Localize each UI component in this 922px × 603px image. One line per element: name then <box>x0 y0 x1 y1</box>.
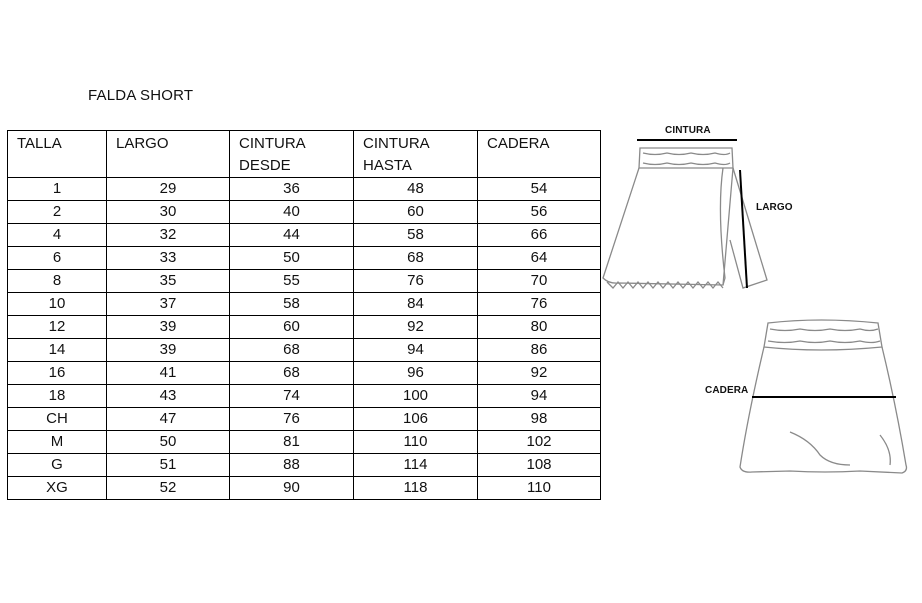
cell-cintura-desde: 50 <box>230 247 354 270</box>
table-row <box>8 431 601 454</box>
back-side-seam <box>880 435 890 465</box>
cell-largo: 52 <box>107 477 230 500</box>
cell-cintura-desde: 88 <box>230 454 354 477</box>
cell-cadera: 86 <box>478 339 601 362</box>
cell-cintura-desde: 90 <box>230 477 354 500</box>
cell-cadera: 64 <box>478 247 601 270</box>
cell-cintura-desde: 68 <box>230 362 354 385</box>
cell-cintura-hasta: 60 <box>354 201 478 224</box>
cell-largo: 35 <box>107 270 230 293</box>
cell-cintura-hasta: 96 <box>354 362 478 385</box>
table-row <box>8 178 601 201</box>
cell-talla: 18 <box>8 385 107 408</box>
header-largo: LARGO <box>107 131 230 178</box>
cell-cintura-hasta: 114 <box>354 454 478 477</box>
back-waistband-ribs <box>768 329 880 343</box>
cell-talla: 1 <box>8 178 107 201</box>
cell-cadera: 56 <box>478 201 601 224</box>
cell-largo: 33 <box>107 247 230 270</box>
front-skirt-body <box>603 168 733 285</box>
cell-cadera: 98 <box>478 408 601 431</box>
table-row <box>8 477 601 500</box>
table-row <box>8 201 601 224</box>
skirt-back-diagram <box>730 315 915 485</box>
cell-cintura-desde: 58 <box>230 293 354 316</box>
table-row <box>8 454 601 477</box>
cell-cintura-hasta: 100 <box>354 385 478 408</box>
cell-talla: 4 <box>8 224 107 247</box>
cell-largo: 47 <box>107 408 230 431</box>
cell-cintura-hasta: 94 <box>354 339 478 362</box>
cell-largo: 30 <box>107 201 230 224</box>
table-row <box>8 339 601 362</box>
length-label: LARGO <box>756 202 793 213</box>
hip-label: CADERA <box>705 385 749 396</box>
cell-cintura-hasta: 84 <box>354 293 478 316</box>
cell-cintura-desde: 81 <box>230 431 354 454</box>
waist-label: CINTURA <box>665 125 711 136</box>
cell-talla: 12 <box>8 316 107 339</box>
table-body <box>8 178 601 500</box>
cell-cintura-desde: 44 <box>230 224 354 247</box>
table-row <box>8 316 601 339</box>
table-row <box>8 408 601 431</box>
header-talla: TALLA <box>8 131 107 178</box>
size-table <box>7 130 601 500</box>
cell-cadera: 108 <box>478 454 601 477</box>
cell-largo: 32 <box>107 224 230 247</box>
front-waistband-ribs <box>643 153 730 165</box>
cell-largo: 37 <box>107 293 230 316</box>
table-row <box>8 385 601 408</box>
back-inner-fold <box>790 432 850 465</box>
cell-talla: 16 <box>8 362 107 385</box>
cell-talla: CH <box>8 408 107 431</box>
cell-cintura-hasta: 76 <box>354 270 478 293</box>
header-cintura-desde: CINTURA DESDE <box>230 131 354 178</box>
cell-cintura-desde: 76 <box>230 408 354 431</box>
cell-cintura-desde: 68 <box>230 339 354 362</box>
back-waistband-shape <box>764 320 882 350</box>
cell-cintura-desde: 36 <box>230 178 354 201</box>
cell-cintura-hasta: 48 <box>354 178 478 201</box>
cell-cintura-hasta: 110 <box>354 431 478 454</box>
cell-cadera: 102 <box>478 431 601 454</box>
table-row <box>8 293 601 316</box>
header-cadera: CADERA <box>478 131 601 178</box>
back-skirt-body <box>740 347 907 473</box>
cell-cintura-desde: 60 <box>230 316 354 339</box>
table-header-row <box>8 131 601 178</box>
cell-largo: 41 <box>107 362 230 385</box>
cell-cintura-hasta: 118 <box>354 477 478 500</box>
cell-cadera: 110 <box>478 477 601 500</box>
cell-cintura-hasta: 68 <box>354 247 478 270</box>
table-row <box>8 362 601 385</box>
cell-largo: 51 <box>107 454 230 477</box>
table-row <box>8 270 601 293</box>
cell-largo: 50 <box>107 431 230 454</box>
cell-talla: 8 <box>8 270 107 293</box>
cell-cintura-hasta: 58 <box>354 224 478 247</box>
cell-largo: 39 <box>107 339 230 362</box>
header-cintura-hasta: CINTURA HASTA <box>354 131 478 178</box>
cell-largo: 39 <box>107 316 230 339</box>
cell-cadera: 76 <box>478 293 601 316</box>
cell-talla: M <box>8 431 107 454</box>
length-measure-line <box>740 170 747 288</box>
cell-talla: 10 <box>8 293 107 316</box>
cell-cintura-desde: 40 <box>230 201 354 224</box>
table-row <box>8 224 601 247</box>
cell-cadera: 94 <box>478 385 601 408</box>
page-title: FALDA SHORT <box>88 87 194 104</box>
cell-talla: G <box>8 454 107 477</box>
table-row <box>8 247 601 270</box>
cell-talla: XG <box>8 477 107 500</box>
cell-largo: 29 <box>107 178 230 201</box>
cell-cintura-hasta: 92 <box>354 316 478 339</box>
cell-talla: 2 <box>8 201 107 224</box>
cell-cintura-hasta: 106 <box>354 408 478 431</box>
cell-cadera: 54 <box>478 178 601 201</box>
cell-talla: 14 <box>8 339 107 362</box>
cell-largo: 43 <box>107 385 230 408</box>
cell-cintura-desde: 74 <box>230 385 354 408</box>
cell-talla: 6 <box>8 247 107 270</box>
cell-cadera: 80 <box>478 316 601 339</box>
cell-cadera: 92 <box>478 362 601 385</box>
cell-cintura-desde: 55 <box>230 270 354 293</box>
cell-cadera: 70 <box>478 270 601 293</box>
cell-cadera: 66 <box>478 224 601 247</box>
